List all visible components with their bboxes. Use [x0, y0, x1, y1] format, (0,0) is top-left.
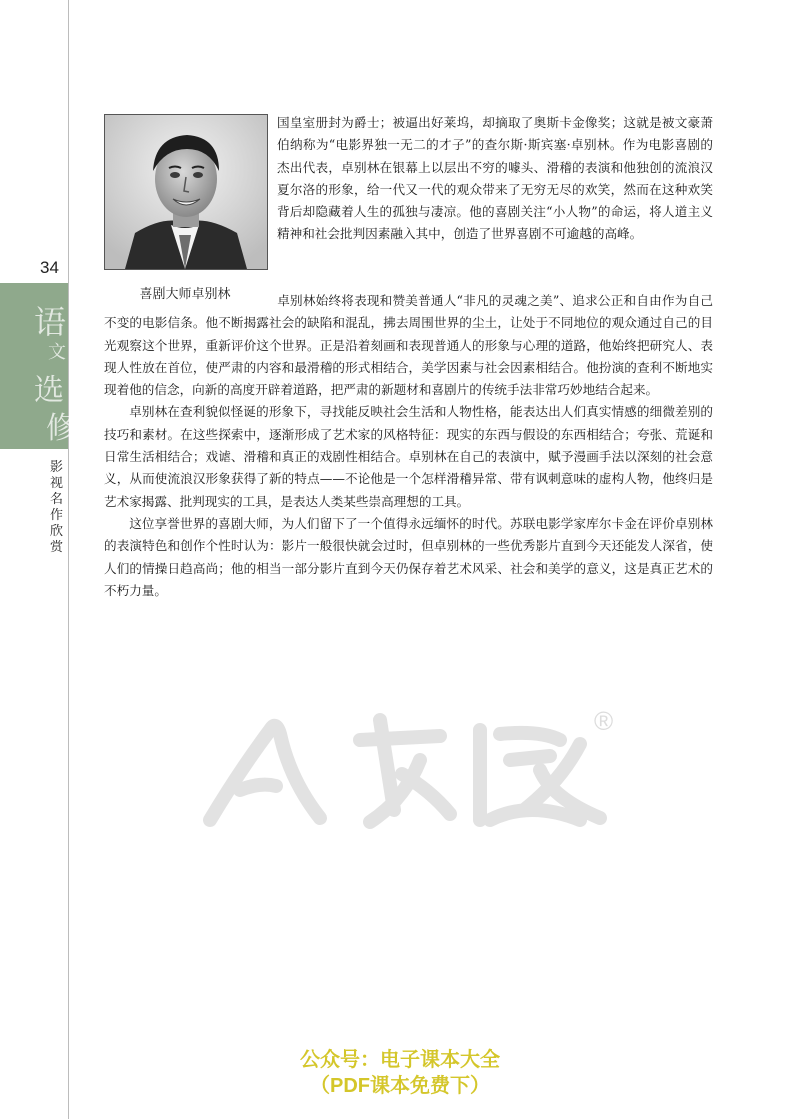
body-text-block: [104, 290, 713, 602]
page-margin-line: [68, 0, 69, 1119]
side-title-char: 选: [34, 373, 64, 408]
paragraph: 卓别林在查利貌似怪诞的形象下，寻找能反映社会生活和人物性格，能表达出人们真实情感的细微差别的技巧和素材。在这些探索中，逐渐形成了艺术家的风格特征：现实的东西与假设的东西相结合；夸张、荒诞和日常生活相结合；戏谑、滑稽和真正的戏剧性相结合。卓别林在自己的表演中，赋予漫画手法以深刻的社会意义，从而使流浪汉形象获得了新的特点——不论他是一个怎样滑稽异常、带有讽刺意味的虚构人物，他终归是艺术家揭露、批判现实的工具，是表达人类某些崇高理想的工具。: [104, 404, 713, 509]
side-title-char: 文: [48, 342, 66, 363]
section-label: 影视名作欣赏: [50, 460, 64, 555]
paragraph-text: 卓别林始终将表现和赞美普通人“非凡的灵魂之美”、追求公正和自由作为自己不变的电影信条。他不断揭露社会的缺陷和混乱，拂去周围世界的尘土，让处于不同地位的观众通过自己的目光观察这个世界，重新评价这个世界。正是沿着刻画和表现普通人的形象与心理的道路，他始终把研究人、表现人性放在首位，使严肃的内容和最滑稽的形式相结合，美学因素与社会因素相结合。他扮演的查利不断地实现着他的信念，向新的高度开辟着道路，把严肃的新题材和喜剧片的传统手法非常巧妙地结合起来。: [104, 293, 713, 398]
registered-mark: ®: [594, 706, 614, 736]
paragraph: [104, 290, 713, 401]
side-title-char: 修: [46, 411, 76, 446]
side-title: [0, 283, 76, 449]
footer-source: [0, 1047, 800, 1099]
footer-line: （PDF课本免费下）: [310, 1075, 490, 1097]
side-title-char: 语: [34, 303, 67, 341]
publisher-watermark-logo: [180, 690, 640, 840]
side-title-block: [0, 283, 76, 449]
portrait-photo: [104, 114, 268, 270]
page-number: 34: [40, 258, 59, 277]
paragraph-intro: 国皇室册封为爵士；被逼出好莱坞，却摘取了奥斯卡金像奖；这就是被文豪萧伯纳称为“电影界独一无二的才子”的查尔斯·斯宾塞·卓别林。作为电影喜剧的杰出代表，卓别林在银幕上以层出不穷的噱头、滑稽的表演和他独创的流浪汉夏尔洛的形象，给一代又一代的观众带来了无穷无尽的欢笑，然而在这种欢笑背后却隐藏着人生的孤独与凄凉。他的喜剧关注“小人物”的命运，将人道主义精神和社会批判因素融入其中，创造了世界喜剧不可逾越的高峰。: [277, 115, 713, 242]
photo-caption: 喜剧大师卓别林: [139, 286, 231, 301]
paragraph: 这位享誉世界的喜剧大师，为人们留下了一个值得永远缅怀的时代。苏联电影学家库尔卡金在评价卓别林的表演特色和创作个性时认为：影片一般很快就会过时，但卓别林的一些优秀影片直到今天还能发人深省，使人们的情操日趋高尚；他的相当一部分影片直到今天仍保存着艺术风采、社会和美学的意义，这是真正艺术的不朽力量。: [104, 515, 713, 598]
footer-line: 公众号：电子课本大全: [300, 1049, 500, 1071]
portrait-illustration: [105, 115, 267, 269]
